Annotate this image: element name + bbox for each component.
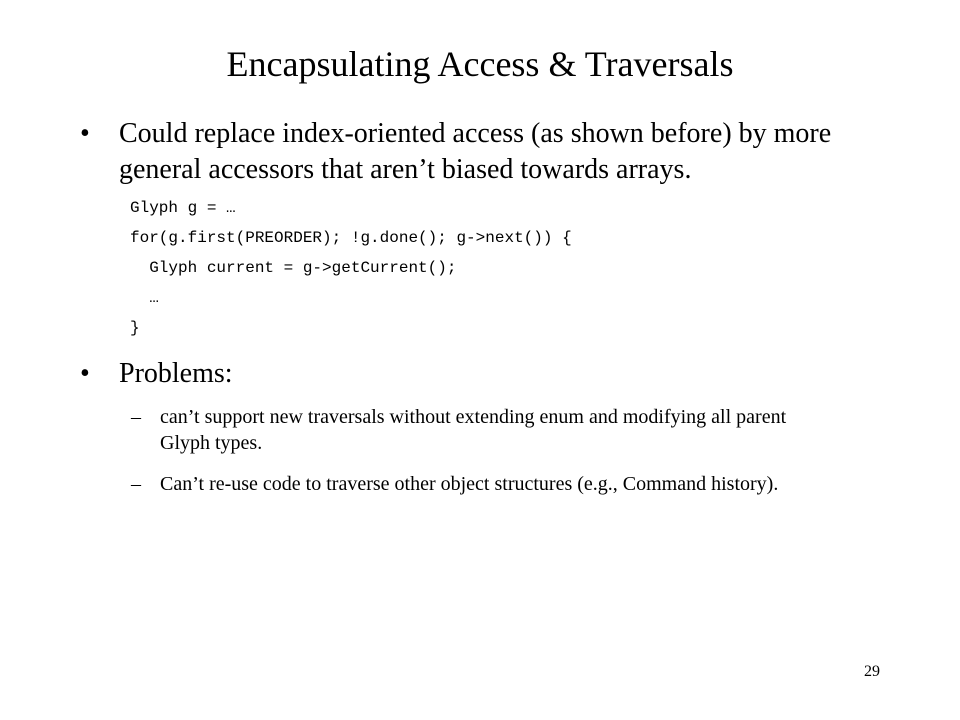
slide-title: Encapsulating Access & Traversals — [226, 44, 734, 84]
dash-marker: – — [131, 406, 141, 428]
bullet-marker: • — [80, 118, 90, 149]
page-number: 29 — [864, 663, 880, 680]
bullet-item — [80, 116, 880, 188]
code-line: Glyph current = g->getCurrent(); — [130, 259, 457, 277]
code-line: Glyph g = … — [130, 199, 236, 217]
code-line: … — [130, 289, 159, 307]
sub-bullet-item — [131, 404, 831, 456]
sub-bullet-item — [131, 471, 831, 497]
bullet-text: Problems: — [119, 358, 233, 389]
code-line: for(g.first(PREORDER); !g.done(); g->next()) { — [130, 229, 572, 247]
bullet-marker: • — [80, 358, 90, 389]
sub-bullet-text: can’t support new traversals without extending enum and modifying all parent Glyph types. — [160, 406, 787, 454]
sub-bullet-text: Can’t re-use code to traverse other object structures (e.g., Command history). — [160, 473, 779, 495]
bullet-item — [80, 356, 880, 392]
code-line: } — [130, 319, 140, 337]
dash-marker: – — [131, 473, 141, 495]
bullet-text: Could replace index-oriented access (as shown before) by more general accessors that aren’t biased towards arrays. — [119, 118, 832, 185]
